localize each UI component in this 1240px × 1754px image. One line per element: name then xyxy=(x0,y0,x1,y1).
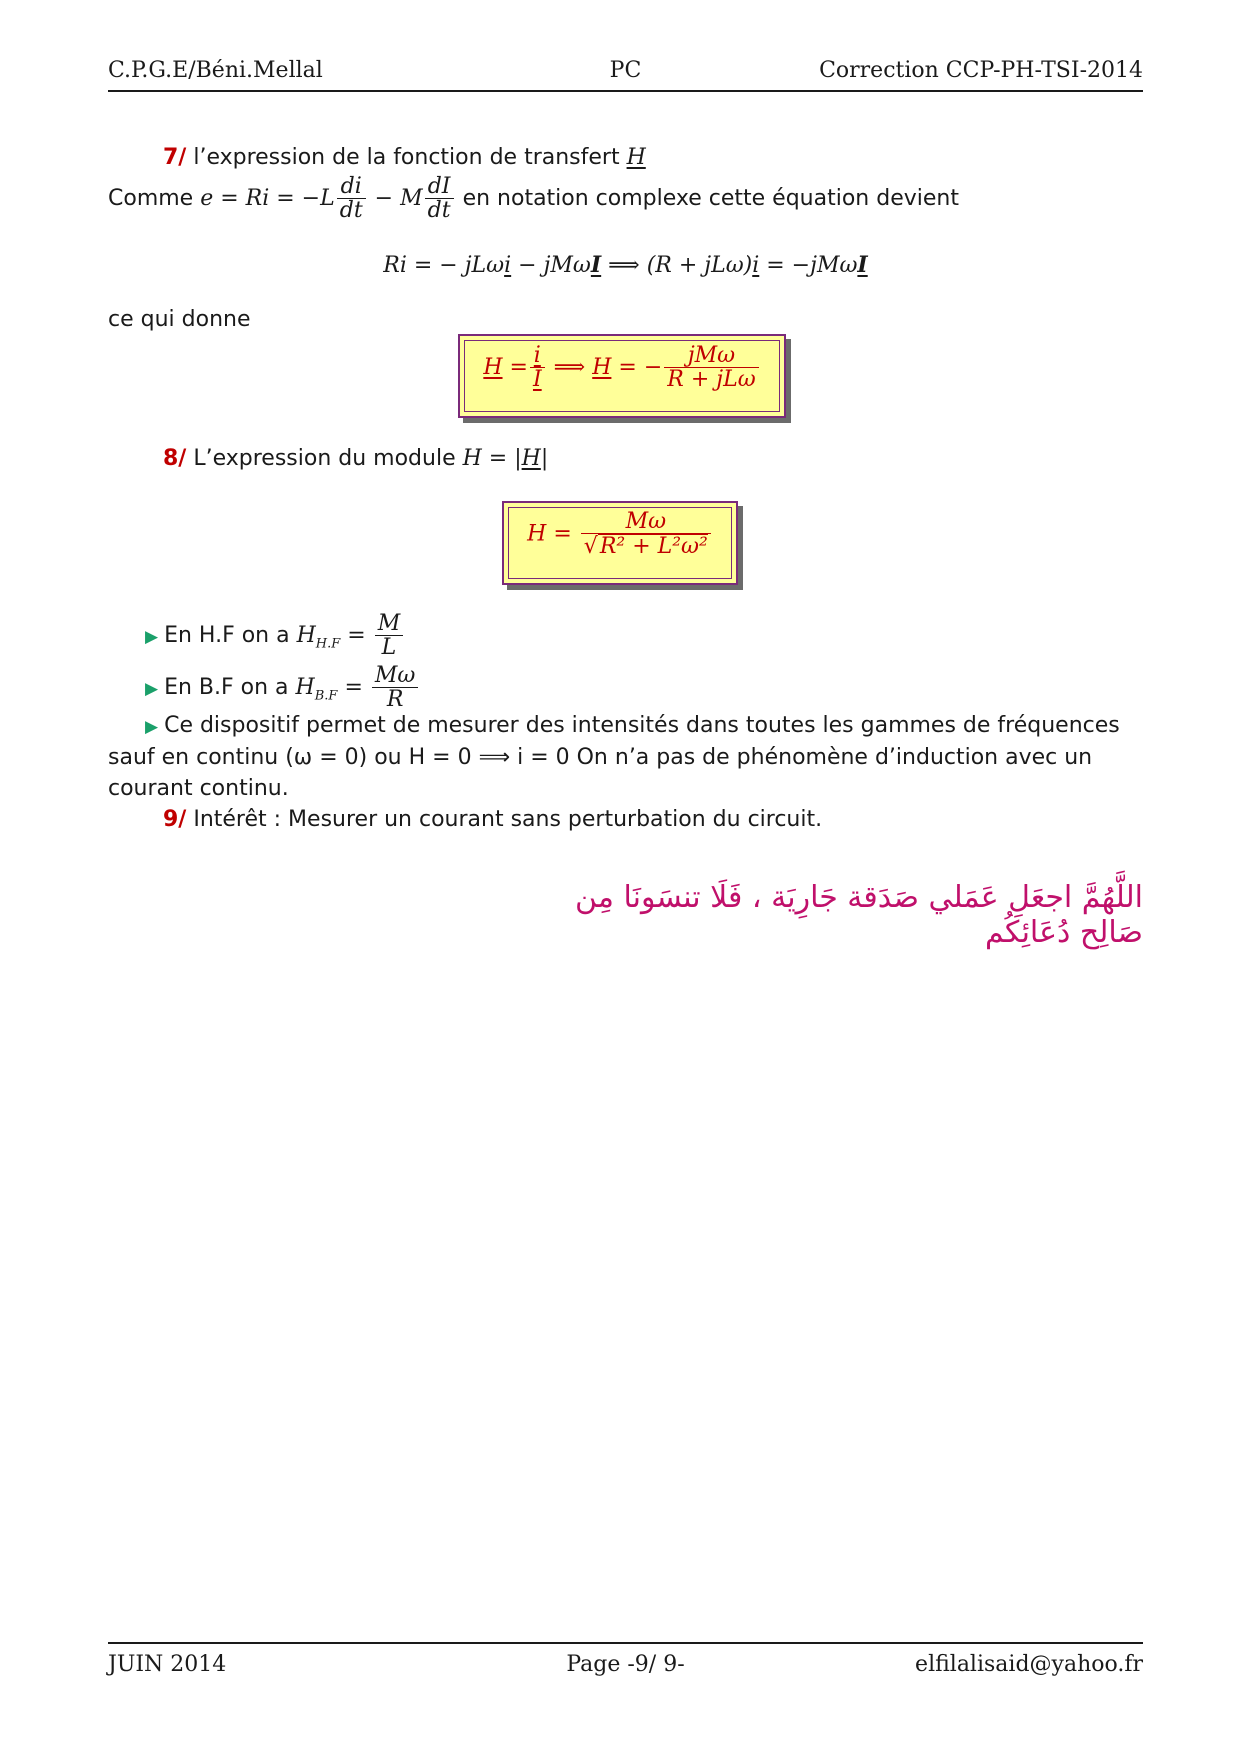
bullet-triangle-icon: ▶ xyxy=(145,627,159,648)
page-footer xyxy=(108,1652,1143,1686)
minus-m: − M xyxy=(374,186,423,212)
q7-equation-line xyxy=(108,175,1143,223)
eq-lhs: e = Ri = −L xyxy=(200,186,335,212)
module-box xyxy=(502,501,738,585)
bullet-bf: ▶ En B.F on a $H_{B.F}$ = $\frac{M\omega}{R}$ xyxy=(145,664,1180,712)
q7-number: 7/ xyxy=(163,145,187,170)
complex-equation: Ri = − jLωi − jMωI ⟹ (R + jLω)i = −jMωI xyxy=(383,252,868,278)
bullet-paragraph-line3: courant continu. xyxy=(108,776,289,801)
ce-qui-donne: ce qui donne xyxy=(108,307,251,332)
q9-number: 9/ xyxy=(163,807,187,832)
comme-text: Comme xyxy=(108,186,194,212)
module-formula: H = $\frac{M\omega}{\text{√R² + L²ω²}}$ xyxy=(504,510,736,559)
header-center: PC xyxy=(609,58,642,83)
q8-title: 8/ L’expression du module H = |H| xyxy=(163,446,549,471)
page-header xyxy=(108,58,1143,92)
header-left: C.P.G.E/Béni.Mellal xyxy=(108,58,323,83)
transfer-function-formula: H = $\frac{i}{I}$ ⟹ H = − $\frac{\text{jMω}}{\text{R + jLω}}$ xyxy=(460,344,784,392)
footer-email: elfilalisaid@yahoo.fr xyxy=(915,1652,1143,1677)
footer-page-number: Page -9/ 9- xyxy=(566,1652,685,1677)
q7-title-var: H xyxy=(626,145,646,170)
q8-title-text: L’expression du module xyxy=(193,446,456,471)
header-right: Correction CCP-PH-TSI-2014 xyxy=(819,58,1143,83)
bullet-hf: ▶ En H.F on a $H_{H.F}$ = $\frac{M}{L}$ xyxy=(145,612,1180,660)
bullet-triangle-icon: ▶ xyxy=(145,679,159,700)
q9-text: Intérêt : Mesurer un courant sans perturbation du circuit. xyxy=(193,807,823,832)
transfer-function-box xyxy=(458,334,786,418)
q8-number: 8/ xyxy=(163,446,187,471)
frac-di-dt: $\frac{di}{dt}$ xyxy=(337,175,366,223)
footer-rule xyxy=(108,1642,1143,1644)
q7-title-text: l’expression de la fonction de transfert xyxy=(193,145,620,170)
frac-dI-dt: $\frac{dI}{dt}$ xyxy=(425,175,454,223)
bullet-triangle-icon: ▶ xyxy=(145,717,159,737)
q7-title xyxy=(163,145,1198,170)
bullet-paragraph-line2: sauf en continu (ω = 0) ou H = 0 ⟹ i = 0 On n’a pas de phénomène d’induction avec un xyxy=(108,745,1093,770)
header-rule xyxy=(108,90,1143,92)
arabic-dua: اللَّهُمَّ اجعَلِ عَمَلي صَدَقة جَارِيَة ، فَلَا تنسَونَا مِن صَالِح دُعَائِكُم xyxy=(575,880,1143,950)
bullet-paragraph-line1: ▶ Ce dispositif permet de mesurer des intensités dans toutes les gammes de fréquences xyxy=(145,713,1120,738)
notation-text: en notation complexe cette équation devient xyxy=(462,186,959,212)
q9-line xyxy=(163,807,1198,832)
footer-left: JUIN 2014 xyxy=(108,1652,227,1677)
